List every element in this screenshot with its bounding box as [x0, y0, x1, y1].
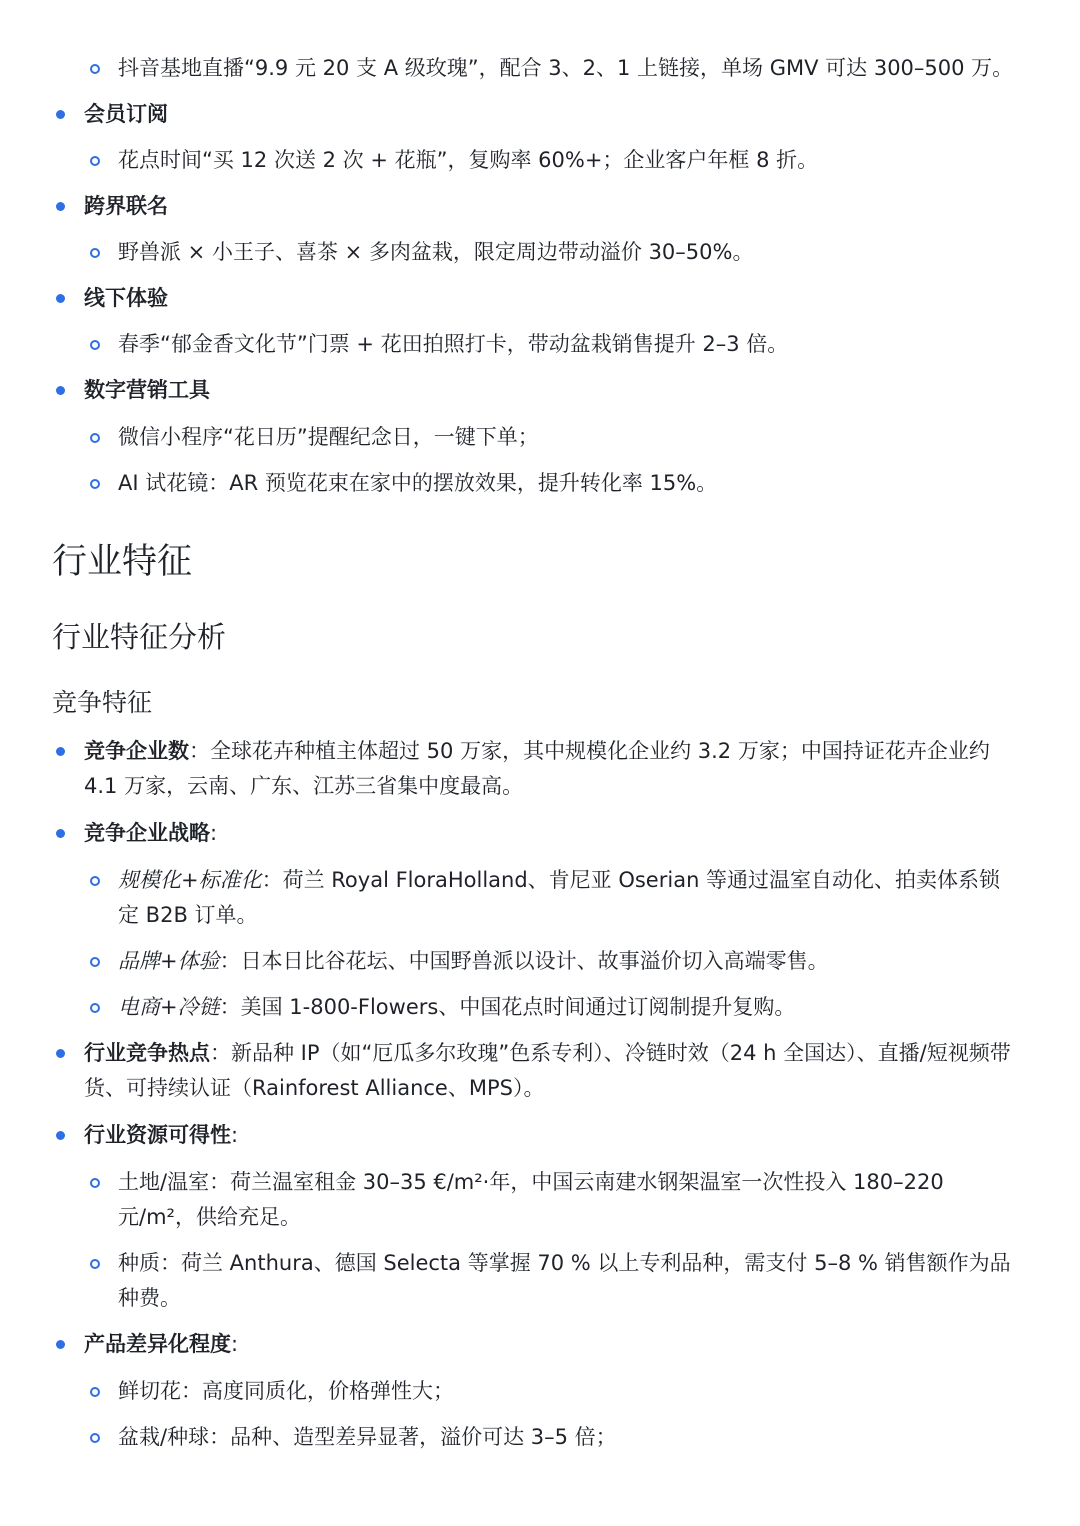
sub-bullet — [90, 340, 100, 350]
sub-bullet — [90, 64, 100, 74]
list-item: 花点时间“买 12 次送 2 次 + 花瓶”，复购率 60%+；企业客户年框 8 折。 — [118, 148, 819, 172]
bullet — [56, 1049, 65, 1058]
list-item-label: 会员订阅 — [84, 102, 168, 126]
list-item-competitor-count: 竞争企业数：全球花卉种植主体超过 50 万家，其中规模化企业约 3.2 万家；中国持证花卉企业约 4.1 万家，云南、广东、江苏三省集中度最高。 — [84, 739, 990, 798]
list-item-label: 跨界联名 — [84, 194, 168, 218]
list-item: 微信小程序“花日历”提醒纪念日，一键下单； — [118, 425, 539, 449]
bullet — [56, 294, 65, 303]
list-item-label: 线下体验 — [84, 286, 168, 310]
list-item-strategy-ecommerce: 电商+冷链：美国 1-800-Flowers、中国花点时间通过订阅制提升复购。 — [118, 995, 796, 1019]
bullet — [56, 747, 65, 756]
list-item-potted: 盆栽/种球：品种、造型差异显著，溢价可达 3–5 倍； — [118, 1425, 617, 1449]
heading-1: 行业特征 — [52, 542, 193, 582]
sub-bullet — [90, 479, 100, 489]
list-item-strategy-scale: 规模化+标准化：荷兰 Royal FloraHolland、肯尼亚 Oserian 等通过温室自动化、拍卖体系锁定 B2B 订单。 — [118, 868, 1001, 927]
sub-bullet — [90, 156, 100, 166]
sub-bullet — [90, 248, 100, 258]
list-item-resource-germplasm: 种质：荷兰 Anthura、德国 Selecta 等掌握 70 % 以上专利品种，需支付 5–8 % 销售额作为品种费。 — [118, 1251, 1011, 1310]
sub-bullet — [90, 957, 100, 967]
list-item: 春季“郁金香文化节”门票 + 花田拍照打卡，带动盆栽销售提升 2–3 倍。 — [118, 332, 789, 356]
list-item-strategy: 竞争企业战略: — [84, 821, 218, 845]
list-item-resource-land: 土地/温室：荷兰温室租金 30–35 €/m²·年，中国云南建水钢架温室一次性投入 180–220 元/m²，供给充足。 — [118, 1170, 944, 1229]
sub-bullet — [90, 1387, 100, 1397]
heading-3: 竞争特征 — [52, 688, 153, 717]
list-item: 野兽派 × 小王子、喜茶 × 多肉盆栽，限定周边带动溢价 30–50%。 — [118, 240, 754, 264]
bullet — [56, 1131, 65, 1140]
sub-bullet — [90, 1433, 100, 1443]
heading-2: 行业特征分析 — [52, 620, 227, 654]
bullet — [56, 202, 65, 211]
bullet — [56, 1340, 65, 1349]
sub-bullet — [90, 1003, 100, 1013]
sub-bullet — [90, 1178, 100, 1188]
list-item-hotspot: 行业竞争热点：新品种 IP（如“厄瓜多尔玫瑰”色系专利）、冷链时效（24 h 全国达）、直播/短视频带货、可持续认证（Rainforest Alliance、MPS）。 — [84, 1041, 1011, 1100]
list-item: AI 试花镜：AR 预览花束在家中的摆放效果，提升转化率 15%。 — [118, 471, 718, 495]
list-item-strategy-brand: 品牌+体验：日本日比谷花坛、中国野兽派以设计、故事溢价切入高端零售。 — [118, 949, 829, 973]
bullet — [56, 386, 65, 395]
list-item-label: 数字营销工具 — [84, 378, 210, 402]
list-item: 抖音基地直播“9.9 元 20 支 A 级玫瑰”，配合 3、2、1 上链接，单场 GMV 可达 300–500 万。 — [118, 56, 1014, 80]
bullet — [56, 829, 65, 838]
bullet — [56, 110, 65, 119]
list-item-cut-flowers: 鲜切花：高度同质化，价格弹性大； — [118, 1379, 454, 1403]
list-item-differentiation: 产品差异化程度: — [84, 1332, 239, 1356]
sub-bullet — [90, 433, 100, 443]
list-item-resource: 行业资源可得性: — [84, 1123, 239, 1147]
sub-bullet — [90, 1259, 100, 1269]
sub-bullet — [90, 876, 100, 886]
